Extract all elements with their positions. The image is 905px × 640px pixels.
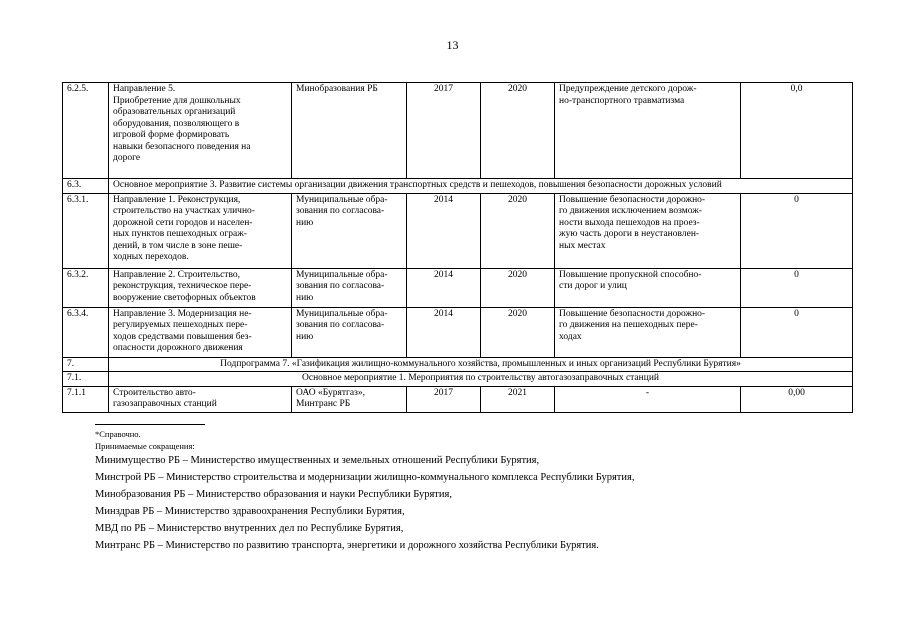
table-row xyxy=(63,372,853,387)
row-end-year: 2021 xyxy=(481,386,555,412)
row-result: Повышение безопасности дорожно- го движения на пешеходных пере- ходах xyxy=(555,307,741,357)
row-description: Направление 1. Реконструкция, строительство на участках улично- дорожной сети городов и населен- ных пунктов пешеходных ограж- дений, в том числе в зоне пеше- ходных переходов. xyxy=(109,193,292,268)
row-value: 0 xyxy=(741,193,853,268)
row-end-year: 2020 xyxy=(481,193,555,268)
row-number: 7. xyxy=(63,357,109,372)
footnote-divider xyxy=(95,424,205,425)
row-value: 0,0 xyxy=(741,83,853,179)
row-description: Направление 3. Модернизация не- регулируемых пешеходных пере- ходов средствами повышения без- опасности дорожного движения xyxy=(109,307,292,357)
section-title: Подпрограмма 7. «Газификация жилищно-коммунального хозяйства, промышленных и иных организаций Республики Бурятия» xyxy=(109,357,853,372)
row-end-year: 2020 xyxy=(481,268,555,307)
table-row xyxy=(63,307,853,357)
abbreviation-item: Минимущество РБ – Министерство имущественных и земельных отношений Республики Бурятия, xyxy=(95,455,540,466)
abbreviation-item: Минобразования РБ – Министерство образования и науки Республики Бурятия, xyxy=(95,489,452,500)
page-number: 13 xyxy=(446,38,459,52)
row-executor: Минобразования РБ xyxy=(292,83,407,179)
row-result: Предупреждение детского дорож- но-транспортного травматизма xyxy=(555,83,741,179)
row-number: 7.1. xyxy=(63,372,109,387)
row-result: Повышение безопасности дорожно- го движения исключением возмож- ности выхода пешеходов на проез- жую часть дороги в неустановлен- ных местах xyxy=(555,193,741,268)
table-row xyxy=(63,386,853,412)
row-executor: ОАО «Бурятгаз», Минтранс РБ xyxy=(292,386,407,412)
abbreviation-item: Минстрой РБ – Министерство строительства и модернизации жилищно-коммунального комплекса Республики Бурятия, xyxy=(95,472,635,483)
footnotes xyxy=(95,424,815,554)
row-start-year: 2014 xyxy=(407,307,481,357)
row-start-year: 2014 xyxy=(407,268,481,307)
program-table xyxy=(62,82,853,413)
table-row xyxy=(63,179,853,194)
table-row xyxy=(63,357,853,372)
row-number: 7.1.1 xyxy=(63,386,109,412)
section-title: Основное мероприятие 1. Мероприятия по строительству автогазозаправочных станций xyxy=(109,372,853,387)
table-row xyxy=(63,83,853,179)
row-value: 0 xyxy=(741,307,853,357)
row-end-year: 2020 xyxy=(481,83,555,179)
row-result: Повышение пропускной способно- сти дорог и улиц xyxy=(555,268,741,307)
row-start-year: 2014 xyxy=(407,193,481,268)
row-executor: Муниципальные обра- зования по согласова- нию xyxy=(292,268,407,307)
row-executor: Муниципальные обра- зования по согласова- нию xyxy=(292,193,407,268)
row-number: 6.3. xyxy=(63,179,109,194)
row-executor: Муниципальные обра- зования по согласова- нию xyxy=(292,307,407,357)
row-number: 6.3.1. xyxy=(63,193,109,268)
row-description: Направление 2. Строительство, реконструкция, техническое пере- вооружение светофорных объектов xyxy=(109,268,292,307)
row-value: 0,00 xyxy=(741,386,853,412)
row-description: Строительство авто- газозаправочных станций xyxy=(109,386,292,412)
footnote-note: *Справочно. xyxy=(95,429,141,439)
row-start-year: 2017 xyxy=(407,386,481,412)
abbreviations-title: Принимаемые сокращения: xyxy=(95,441,195,451)
abbreviation-item: Минздрав РБ – Министерство здравоохранения Республики Бурятия, xyxy=(95,506,405,517)
table-row xyxy=(63,193,853,268)
abbreviation-item: Минтранс РБ – Министерство по развитию транспорта, энергетики и дорожного хозяйства Республики Бурятия. xyxy=(95,540,599,551)
table-row xyxy=(63,268,853,307)
row-end-year: 2020 xyxy=(481,307,555,357)
row-description: Направление 5. Приобретение для дошкольных образовательных организаций оборудования, позволяющего в игровой форме формировать навыки безопасного поведения на дороге xyxy=(109,83,292,179)
row-result: - xyxy=(555,386,741,412)
row-value: 0 xyxy=(741,268,853,307)
row-start-year: 2017 xyxy=(407,83,481,179)
row-number: 6.3.4. xyxy=(63,307,109,357)
section-title: Основное мероприятие 3. Развитие системы организации движения транспортных средств и пешеходов, повышения безопасности дорожных условий xyxy=(109,179,853,194)
abbreviation-item: МВД по РБ – Министерство внутренних дел по Республике Бурятия, xyxy=(95,523,404,534)
row-number: 6.2.5. xyxy=(63,83,109,179)
row-number: 6.3.2. xyxy=(63,268,109,307)
